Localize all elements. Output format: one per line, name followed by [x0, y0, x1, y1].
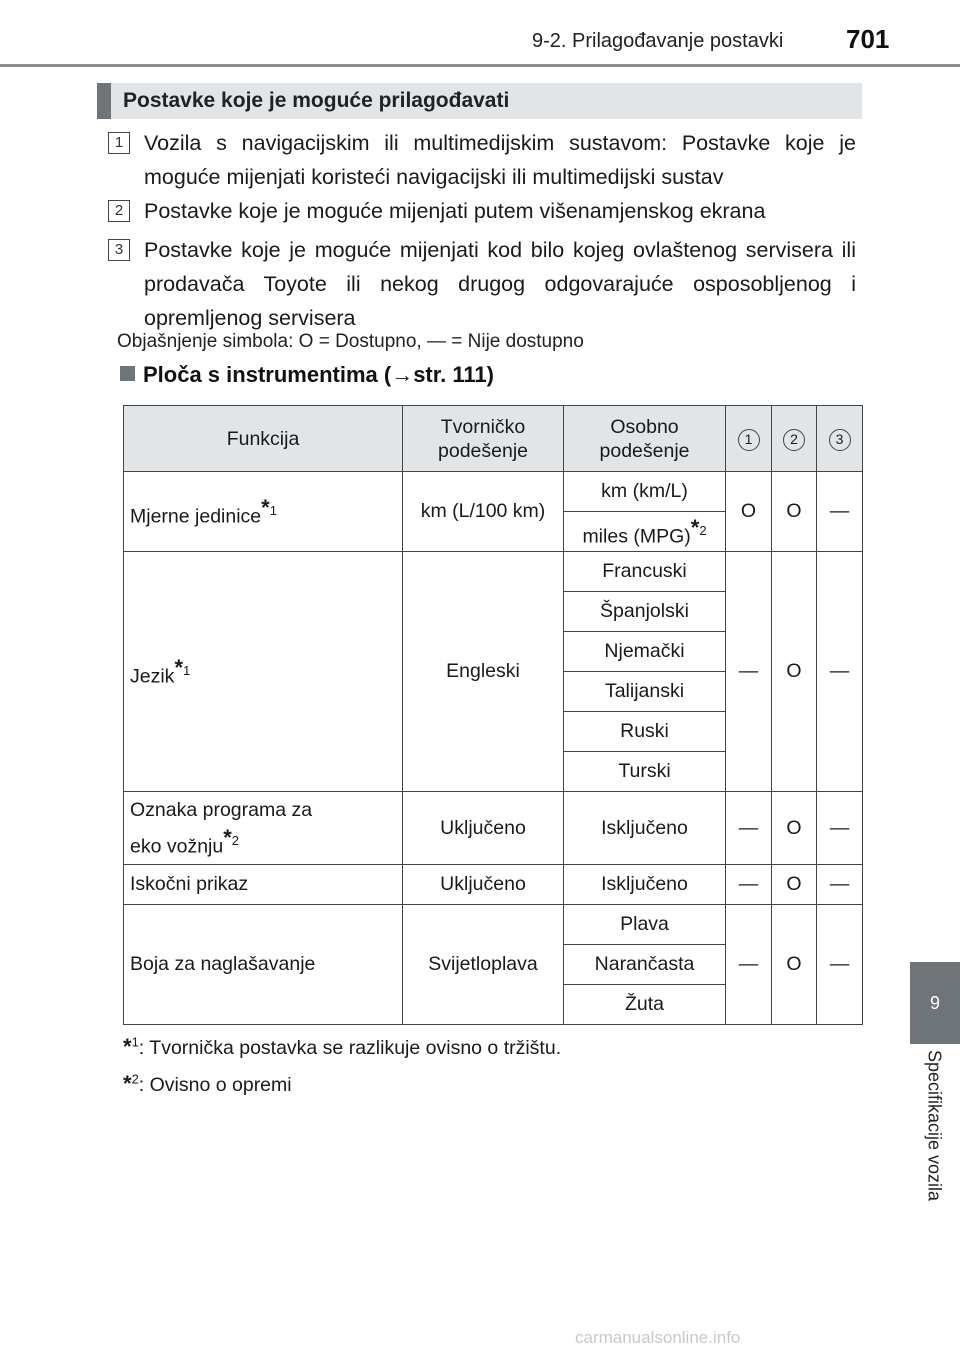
cell-factory: Svijetloplava	[403, 905, 564, 1025]
table-row	[124, 865, 863, 905]
cell-custom: Francuski	[564, 552, 726, 592]
chapter-tab: 9	[910, 962, 960, 1044]
item-number-1: 1	[108, 132, 130, 154]
table-row	[124, 792, 863, 865]
item-number-3: 3	[108, 239, 130, 261]
cell-factory: Engleski	[403, 552, 564, 792]
header-col-2	[772, 406, 817, 472]
chapter-label-text: Specifikacije vozila	[924, 1050, 945, 1202]
cell-c2: O	[772, 472, 817, 552]
cell-custom: Njemački	[564, 632, 726, 672]
cell-custom: Turski	[564, 752, 726, 792]
settings-table	[123, 405, 863, 1025]
running-header-section: 9-2. Prilagođavanje postavki	[532, 30, 784, 52]
header-rule	[0, 64, 960, 67]
cell-custom: Isključeno	[564, 865, 726, 905]
cell-function: Oznaka programa za eko vožnju$^{*2}$	[124, 792, 403, 865]
cell-factory: km (L/100 km)	[403, 472, 564, 552]
cell-factory: Uključeno	[403, 865, 564, 905]
item-number-2: 2	[108, 200, 130, 222]
cell-function: Mjerne jedinice$^{*1}$	[124, 472, 403, 552]
header-custom-setting: Osobno podešenje	[564, 406, 726, 472]
arrow-icon: →	[391, 362, 414, 387]
cell-custom: Žuta	[564, 985, 726, 1025]
cell-c3: —	[817, 792, 863, 865]
watermark: carmanualsonline.info	[575, 1328, 741, 1347]
subheading-text: Ploča s instrumentima (	[143, 362, 392, 387]
table-row	[124, 905, 863, 945]
subheading	[120, 362, 494, 388]
cell-c3: —	[817, 905, 863, 1025]
item-text-3: Postavke koje je moguće mijenjati kod bilo kojeg ovlaštenog servisera ili prodavača Toyote ili nekog drugog odgovarajuće osposobljenog i opremljenog servisera	[144, 238, 856, 330]
header-factory-setting: Tvorničko podešenje	[403, 406, 564, 472]
cell-function: Jezik$^{*1}$	[124, 552, 403, 792]
cell-c3: —	[817, 552, 863, 792]
cell-c3: —	[817, 472, 863, 552]
item-text-1: Vozila s navigacijskim ili multimedijskim sustavom: Postavke koje je moguće mijenjati koristeći navigacijski ili multimedijski sustav	[144, 131, 856, 189]
square-bullet-icon	[120, 366, 135, 381]
cell-c2: O	[772, 865, 817, 905]
circled-number-2: 2	[783, 429, 805, 451]
circled-number-1: 1	[738, 429, 760, 451]
table-row	[124, 472, 863, 512]
cell-factory: Uključeno	[403, 792, 564, 865]
cell-custom: miles (MPG)$^{*2}$	[564, 512, 726, 552]
cell-c1: —	[726, 552, 772, 792]
cell-custom: Narančasta	[564, 945, 726, 985]
cell-c2: O	[772, 905, 817, 1025]
footnote-1: *$^1$: Tvornička postavka se razlikuje ovisno o tržištu.	[123, 1034, 562, 1059]
cell-function: Boja za naglašavanje	[124, 905, 403, 1025]
cell-c1: —	[726, 792, 772, 865]
cell-custom: Isključeno	[564, 792, 726, 865]
header-col-1	[726, 406, 772, 472]
cell-c1: —	[726, 905, 772, 1025]
table-header-row	[124, 406, 863, 472]
cell-custom: Plava	[564, 905, 726, 945]
cell-c1: O	[726, 472, 772, 552]
cell-c3: —	[817, 865, 863, 905]
item-text-2: Postavke koje je moguće mijenjati putem višenamjenskog ekrana	[144, 199, 766, 223]
cell-custom: Talijanski	[564, 672, 726, 712]
table-row	[124, 552, 863, 592]
chapter-label	[906, 1050, 960, 1250]
circled-number-3: 3	[829, 429, 851, 451]
cell-custom: Ruski	[564, 712, 726, 752]
header-col-3	[817, 406, 863, 472]
cell-c1: —	[726, 865, 772, 905]
footnote-2: *$^2$: Ovisno o opremi	[123, 1071, 292, 1096]
cell-custom: km (km/L)	[564, 472, 726, 512]
section-heading-text: Postavke koje je moguće prilagođavati	[123, 89, 510, 112]
header-function: Funkcija	[124, 406, 403, 472]
cell-c2: O	[772, 792, 817, 865]
section-heading	[97, 83, 862, 119]
cell-custom: Španjolski	[564, 592, 726, 632]
page-ref-link[interactable]: str. 111)	[413, 362, 494, 387]
symbol-legend: Objašnjenje simbola: O = Dostupno, — = Nije dostupno	[117, 331, 584, 352]
page-number: 701	[846, 24, 890, 54]
cell-c2: O	[772, 552, 817, 792]
cell-function: Iskočni prikaz	[124, 865, 403, 905]
